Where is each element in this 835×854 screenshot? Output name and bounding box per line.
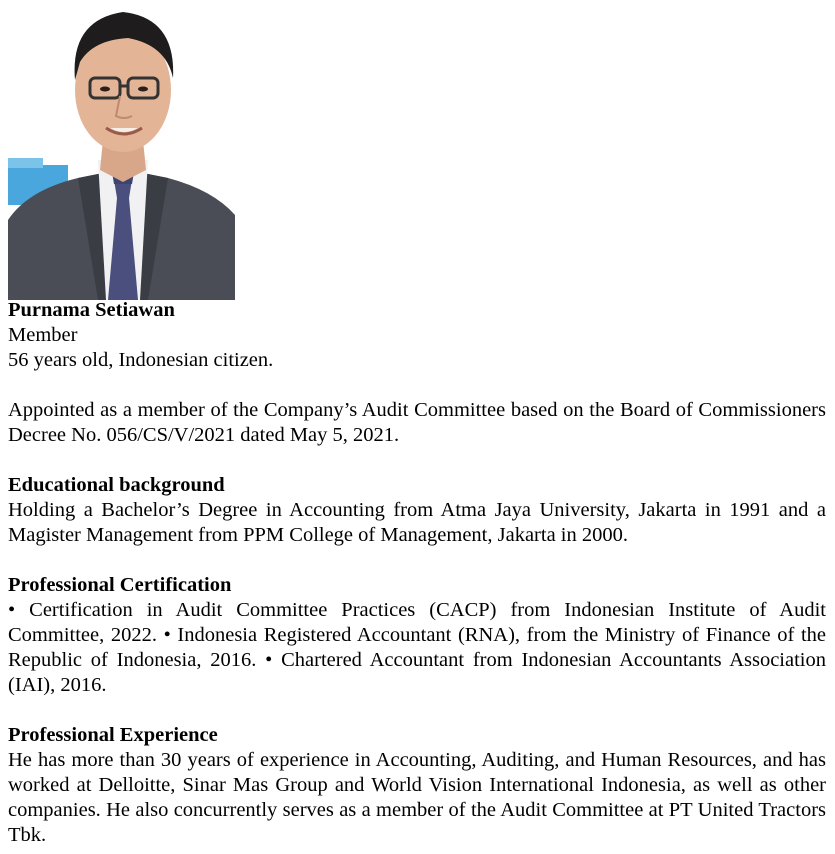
appointment-paragraph: Appointed as a member of the Company’s Audit Committee based on the Board of Commissioners Decree No. 056/CS/V/2021 dated May 5, 2021. (8, 399, 826, 446)
experience-paragraph: He has more than 30 years of experience in Accounting, Auditing, and Human Resources, and has worked at Delloitte, Sinar Mas Group and World Vision International Indonesia, as well as other companies. He also concurrently serves as a member of the Audit Committee at PT United Tractors Tbk. (8, 749, 826, 846)
experience-heading: Professional Experience (8, 724, 218, 746)
position-title: Member (8, 324, 78, 346)
age-citizenship: 56 years old, Indonesian citizen. (8, 349, 274, 371)
person-name: Purnama Setiawan (8, 299, 175, 321)
portrait-illustration (8, 0, 235, 300)
certification-paragraph: • Certification in Audit Committee Practices (CACP) from Indonesian Institute of Audit Committee, 2022. • Indonesia Registered Accountant (RNA), from the Ministry of Finance of the Republic of Indonesia, 2016. • Chartered Accountant from Indonesian Accountants Association (IAI), 2016. (8, 599, 826, 696)
profile-content (8, 298, 826, 848)
education-paragraph: Holding a Bachelor’s Degree in Accounting from Atma Jaya University, Jakarta in 1991 and a Magister Management from PPM College of Management, Jakarta in 2000. (8, 499, 826, 546)
education-heading: Educational background (8, 474, 225, 496)
certification-heading: Professional Certification (8, 574, 232, 596)
profile-photo (8, 0, 235, 300)
